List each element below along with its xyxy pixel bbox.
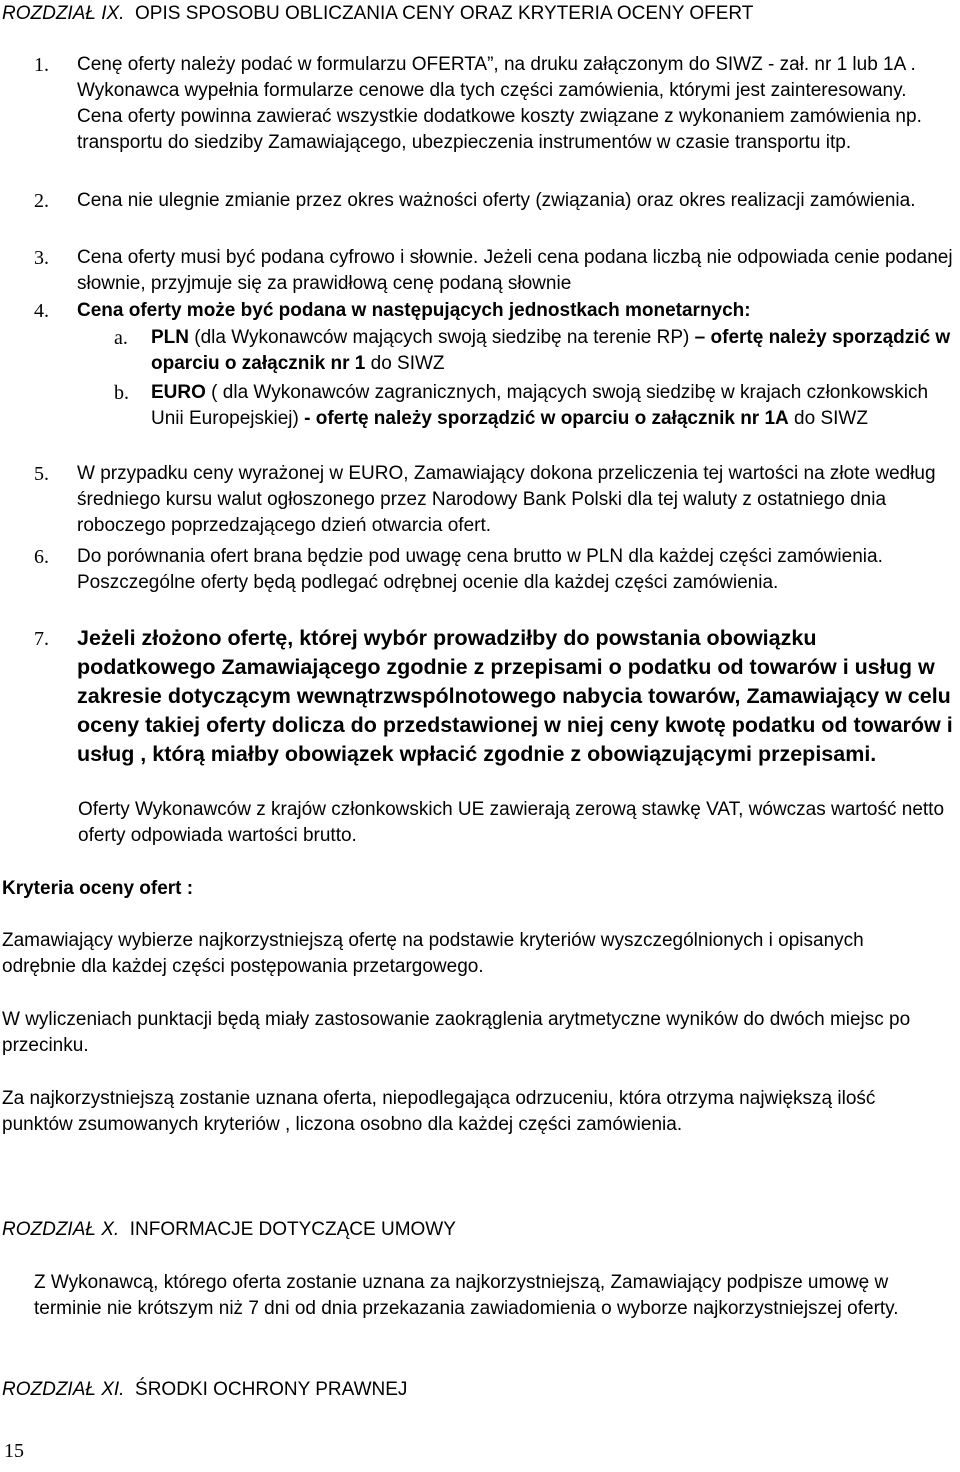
sub-tail: do SIWZ <box>788 408 868 429</box>
list-item-text: Cenę oferty należy podać w formularzu OFERTA”, na druku załączonym do SIWZ - zał. nr 1 lub 1A . Wykonawca wypełnia formularze cenowe dla tych części zamówienia, którymi jest zainteresowany. Cena oferty powinna zawierać wszystkie dodatkowe koszty związane z wykonaniem zamówienia np. transportu do siedziby Zamawiającego, ubezpieczenia instrumentów w czasie transportu itp. <box>77 54 922 153</box>
sub-item-b <box>114 380 956 432</box>
list-number: 6. <box>34 546 49 568</box>
section-ix-title: OPIS SPOSOBU OBLICZANIA CENY ORAZ KRYTERIA OCENY OFERT <box>135 3 754 24</box>
currency-pln: PLN <box>151 327 189 348</box>
section-ix-heading <box>2 2 753 26</box>
sub-dash: – <box>694 327 706 348</box>
list-number: 7. <box>34 628 49 650</box>
list-item-2 <box>34 188 956 214</box>
sub-tail: do SIWZ <box>365 353 445 374</box>
sub-item-a <box>114 325 956 377</box>
sub-desc: ( dla Wykonawców zagranicznych, mających swoją siedzibę w krajach członkowskich Unii Europejskiej) <box>151 382 929 429</box>
list-number: 4. <box>34 300 49 322</box>
list-item-3 <box>34 245 956 297</box>
list-item-text: Cena oferty musi być podana cyfrowo i słownie. Jeżeli cena podana liczbą nie odpowiada cenie podanej słownie, przyjmuje się za prawidłową cenę podaną słownie <box>77 247 953 294</box>
section-xi-title: ŚRODKI OCHRONY PRAWNEJ <box>135 1379 408 1400</box>
list-item-1 <box>34 52 956 156</box>
sub-item-text <box>151 325 956 377</box>
list-item-4 <box>34 298 956 324</box>
section-x-number: ROZDZIAŁ X. <box>2 1219 120 1240</box>
section-xi-number: ROZDZIAŁ XI. <box>2 1379 125 1400</box>
list-item-6 <box>34 544 956 596</box>
sub-letter: b. <box>114 382 129 404</box>
list-number: 2. <box>34 190 49 212</box>
sub-desc: (dla Wykonawców mających swoją siedzibę na terenie RP) <box>189 327 695 348</box>
currency-euro: EURO <box>151 382 206 403</box>
criteria-paragraph-2: W wyliczeniach punktacji będą miały zastosowanie zaokrąglenia arytmetyczne wyników do dwóch miejsc po przecinku. <box>2 1009 911 1056</box>
section-ix-number: ROZDZIAŁ IX. <box>2 3 125 24</box>
list-number: 3. <box>34 247 49 269</box>
sub-letter: a. <box>114 327 128 349</box>
page-number: 15 <box>4 1440 24 1462</box>
list-item-text: Do porównania ofert brana będzie pod uwagę cena brutto w PLN dla każdej części zamówienia. Poszczególne oferty będą podlegać odrębnej ocenie dla każdej części zamówienia. <box>77 546 883 593</box>
sub-item-text <box>151 380 956 432</box>
list-number: 5. <box>34 463 49 485</box>
sub-bold: - ofertę należy sporządzić w oparciu o załącznik nr 1A <box>304 408 789 429</box>
list-item-7 <box>34 624 956 769</box>
section-x-title: INFORMACJE DOTYCZĄCE UMOWY <box>129 1219 456 1240</box>
criteria-heading: Kryteria oceny ofert : <box>2 878 194 899</box>
list-item-text: Jeżeli złożono ofertę, której wybór prowadziłby do powstania obowiązku podatkowego Zamawiającego zgodnie z przepisami o podatku od towarów i usług w zakresie dotyczącym wewnątrzwspólnotowego nabycia towarów, Zamawiający w celu oceny takiej oferty dolicza do przedstawionej w niej ceny kwotę podatku od towarów i usług , którą miałby obowiązek wpłacić zgodnie z obowiązującymi przepisami. <box>77 626 953 766</box>
list-item-text: Cena oferty może być podana w następujących jednostkach monetarnych: <box>77 300 751 321</box>
vat-note: Oferty Wykonawców z krajów członkowskich UE zawierają zerową stawkę VAT, wówczas wartość netto oferty odpowiada wartości brutto. <box>78 799 945 846</box>
criteria-paragraph-3: Za najkorzystniejszą zostanie uznana oferta, niepodlegająca odrzuceniu, która otrzyma największą ilość punktów zsumowanych kryteriów , liczona osobno dla każdej części zamówienia. <box>2 1088 876 1135</box>
list-item-text: W przypadku ceny wyrażonej w EURO, Zamawiający dokona przeliczenia tej wartości na złote według średniego kursu walut ogłoszonego przez Narodowy Bank Polski dla tej waluty z ostatniego dnia roboczego poprzedzającego dzień otwarcia ofert. <box>77 463 936 536</box>
criteria-paragraph-1: Zamawiający wybierze najkorzystniejszą ofertę na podstawie kryteriów wyszczególnionych i opisanych odrębnie dla każdej części postępowania przetargowego. <box>2 930 864 977</box>
list-number: 1. <box>34 54 49 76</box>
list-item-text: Cena nie ulegnie zmianie przez okres ważności oferty (związania) oraz okres realizacji zamówienia. <box>77 190 916 211</box>
list-item-5 <box>34 461 956 539</box>
contract-paragraph: Z Wykonawcą, którego oferta zostanie uznana za najkorzystniejszą, Zamawiający podpisze umowę w terminie nie krótszym niż 7 dni od dnia przekazania zawiadomienia o wyborze najkorzystniejszej oferty. <box>34 1272 899 1319</box>
section-xi-heading <box>2 1378 407 1402</box>
section-x-heading <box>2 1218 456 1242</box>
sub-bold: ofertę należy sporządzić w oparciu o załącznik nr 1 <box>151 327 951 374</box>
